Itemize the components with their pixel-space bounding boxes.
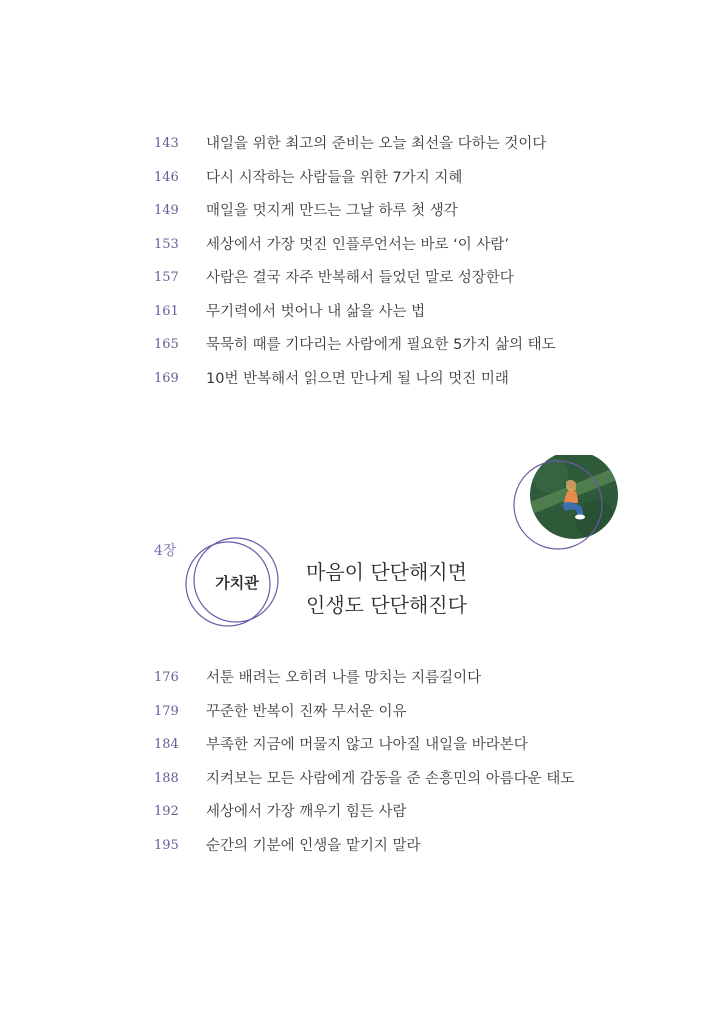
toc-page-number: 179 xyxy=(154,703,179,719)
toc-entry[interactable] xyxy=(0,168,715,202)
toc-page-number: 184 xyxy=(154,737,179,752)
toc-title: 무기력에서 벗어나 내 삶을 사는 법 xyxy=(206,303,426,320)
toc-entry[interactable] xyxy=(0,302,715,336)
toc-entry[interactable] xyxy=(0,201,715,235)
toc-title: 순간의 기분에 인생을 맡기지 말라 xyxy=(206,837,421,854)
toc-page-number: 157 xyxy=(154,270,179,285)
toc-page-number: 195 xyxy=(154,837,179,853)
illustration-person-on-grass xyxy=(510,455,625,555)
toc-entry[interactable] xyxy=(0,802,715,836)
toc-title: 다시 시작하는 사람들을 위한 7가지 지혜 xyxy=(206,169,463,186)
toc-entry[interactable] xyxy=(0,369,715,403)
toc-page-number: 161 xyxy=(154,303,179,319)
chapter-title-line-2: 인생도 단단해진다 xyxy=(306,593,467,617)
toc-entry[interactable] xyxy=(0,735,715,769)
chapter-number: 4장 xyxy=(154,543,177,559)
toc-title: 지켜보는 모든 사람에게 감동을 준 손흥민의 아름다운 태도 xyxy=(206,770,575,787)
chapter-keyword: 가치관 xyxy=(215,574,259,592)
toc-title: 묵묵히 때를 기다리는 사람에게 필요한 5가지 삶의 태도 xyxy=(206,337,556,353)
toc-title: 내일을 위한 최고의 준비는 오늘 최선을 다하는 것이다 xyxy=(206,136,547,152)
table-of-contents-chapter-3 xyxy=(0,134,715,402)
toc-title: 세상에서 가장 멋진 인플루언서는 바로 ‘이 사람’ xyxy=(206,236,510,253)
toc-title: 부족한 지금에 머물지 않고 나아질 내일을 바라본다 xyxy=(206,737,528,753)
toc-page-number: 146 xyxy=(154,169,179,185)
toc-page-number: 153 xyxy=(154,236,179,252)
toc-entry[interactable] xyxy=(0,335,715,369)
toc-page-number: 192 xyxy=(154,804,179,819)
toc-title: 꾸준한 반복이 진짜 무서운 이유 xyxy=(206,703,407,720)
toc-title: 사람은 결국 자주 반복해서 들었던 말로 성장한다 xyxy=(206,270,514,286)
toc-title: 서툰 배려는 오히려 나를 망치는 지름길이다 xyxy=(206,670,482,686)
toc-title: 세상에서 가장 깨우기 힘든 사람 xyxy=(206,804,407,820)
toc-page-number: 149 xyxy=(154,203,179,218)
toc-entry[interactable] xyxy=(0,702,715,736)
toc-entry[interactable] xyxy=(0,668,715,702)
toc-page-number: 165 xyxy=(154,337,179,352)
toc-entry[interactable] xyxy=(0,235,715,269)
toc-page-number: 176 xyxy=(154,670,179,685)
chapter-title-line-1: 마음이 단단해지면 xyxy=(306,560,467,584)
table-of-contents-chapter-4 xyxy=(0,668,715,869)
toc-title: 매일을 멋지게 만드는 그날 하루 첫 생각 xyxy=(206,203,458,219)
toc-page-number: 188 xyxy=(154,770,179,786)
toc-entry[interactable] xyxy=(0,836,715,870)
toc-page-number: 143 xyxy=(154,136,179,151)
toc-page-number: 169 xyxy=(154,370,179,386)
toc-title: 10번 반복해서 읽으면 만나게 될 나의 멋진 미래 xyxy=(206,370,509,387)
toc-entry[interactable] xyxy=(0,268,715,302)
chapter-title xyxy=(306,556,467,622)
toc-entry[interactable] xyxy=(0,134,715,168)
toc-entry[interactable] xyxy=(0,769,715,803)
